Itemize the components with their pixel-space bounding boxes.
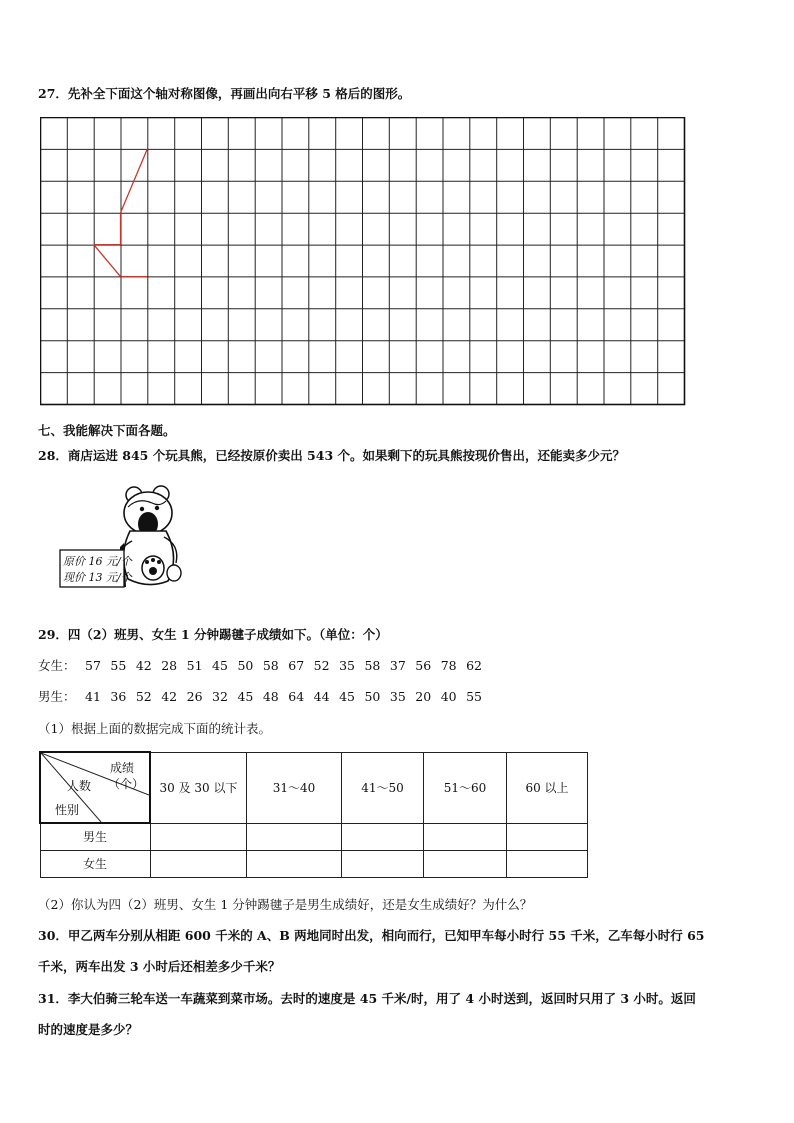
boys-label: 男生： — [38, 689, 76, 704]
girls-score-value: 28 — [161, 658, 178, 673]
row-label-boys: 男生 — [40, 823, 150, 850]
boys-score-value: 41 — [85, 689, 101, 704]
boys-score-value: 44 — [313, 689, 330, 704]
girls-score-value: 50 — [237, 658, 254, 673]
girls-score-value: 58 — [262, 658, 279, 673]
boys-score-value: 64 — [288, 689, 305, 704]
girls-score-value: 37 — [389, 658, 406, 673]
boys-score-value: 50 — [364, 689, 381, 704]
boys-score-value: 45 — [237, 689, 254, 704]
q29-part2: （2）你认为四（2）班男、女生 1 分钟踢毽子是男生成绩好，还是女生成绩好？为什么？ — [38, 897, 533, 912]
girls-score-value: 35 — [339, 658, 355, 673]
girls-score-value: 45 — [212, 658, 228, 673]
answer-cell[interactable] — [424, 850, 507, 877]
answer-cell[interactable] — [247, 823, 342, 850]
girls-score-value: 56 — [415, 658, 432, 673]
boys-score-value: 55 — [466, 689, 483, 704]
table-header-diagonal — [40, 752, 150, 823]
table-row — [40, 850, 588, 877]
boys-score-value: 20 — [415, 689, 432, 704]
boys-score-value: 26 — [186, 689, 203, 704]
girls-label: 女生： — [38, 658, 76, 673]
bear-eye-icon — [155, 506, 159, 510]
boys-score-value: 36 — [110, 689, 127, 704]
girls-score-value: 57 — [85, 658, 101, 673]
boys-score-value: 40 — [440, 689, 457, 704]
boys-score-value: 45 — [339, 689, 355, 704]
figure-edge-diagonal — [94, 245, 121, 277]
girls-score-value: 78 — [440, 658, 457, 673]
answer-cell[interactable] — [507, 823, 588, 850]
answer-cell[interactable] — [424, 823, 507, 850]
answer-cell[interactable] — [150, 850, 247, 877]
col-header: 41～50 — [342, 752, 424, 823]
boys-score-value: 35 — [389, 689, 406, 704]
price-tag-current: 现价 13 元/个 — [63, 571, 132, 584]
bear-eye-icon — [140, 507, 144, 511]
q31-line1: 31．李大伯骑三轮车送一车蔬菜到菜市场。去时的速度是 45 千米/时，用了 4 小时送到，返回时只用了 3 小时。返回 — [38, 991, 696, 1006]
header-people: 人数 — [67, 779, 92, 793]
answer-cell[interactable] — [247, 850, 342, 877]
answer-cell[interactable] — [342, 823, 424, 850]
statistics-table — [39, 751, 588, 878]
boys-score-value: 52 — [135, 689, 152, 704]
q28-text: 28．商店运进 845 个玩具熊，已经按原价卖出 543 个。如果剩下的玩具熊按现价售出，还能卖多少元？ — [38, 448, 625, 463]
q29-text: 29．四（2）班男、女生 1 分钟踢毽子成绩如下。（单位：个） — [38, 627, 388, 642]
girls-score-value: 58 — [364, 658, 381, 673]
girls-score-value: 55 — [110, 658, 127, 673]
boys-score-value: 42 — [161, 689, 178, 704]
q29-part1: （1）根据上面的数据完成下面的统计表。 — [38, 721, 271, 736]
header-unit: （个） — [108, 777, 145, 791]
girls-score-value: 62 — [466, 658, 483, 673]
girls-score-value: 52 — [313, 658, 330, 673]
answer-cell[interactable] — [507, 850, 588, 877]
boys-score-value: 48 — [262, 689, 279, 704]
col-header: 60 以上 — [507, 752, 588, 823]
boys-data-row — [38, 687, 482, 705]
section-title: 七、我能解决下面各题。 — [38, 423, 176, 438]
col-header: 51～60 — [424, 752, 507, 823]
girls-score-value: 42 — [135, 658, 152, 673]
answer-cell[interactable] — [342, 850, 424, 877]
price-tag-original: 原价 16 元/个 — [63, 555, 132, 568]
header-gender: 性别 — [55, 803, 80, 817]
col-header: 31～40 — [247, 752, 342, 823]
girls-score-value: 51 — [186, 658, 203, 673]
girls-score-value: 67 — [288, 658, 305, 673]
header-score: 成绩 — [110, 761, 135, 775]
table-row — [40, 823, 588, 850]
q30-line1: 30．甲乙两车分别从相距 600 千米的 A、B 两地同时出发，相向而行，已知甲车每小时行 55 千米，乙车每小时行 65 — [38, 928, 705, 943]
drawing-grid[interactable] — [40, 117, 688, 409]
q27-text: 27．先补全下面这个轴对称图像，再画出向右平移 5 格后的图形。 — [38, 86, 411, 101]
teddy-bear-illustration — [58, 485, 188, 593]
q31-line2: 时的速度是多少？ — [38, 1022, 139, 1037]
girls-data-row — [38, 656, 482, 674]
row-label-girls: 女生 — [40, 850, 150, 877]
col-header: 30 及 30 以下 — [150, 752, 247, 823]
answer-cell[interactable] — [150, 823, 247, 850]
q30-line2: 千米，两车出发 3 小时后还相差多少千米？ — [38, 959, 281, 974]
boys-score-value: 32 — [212, 689, 228, 704]
